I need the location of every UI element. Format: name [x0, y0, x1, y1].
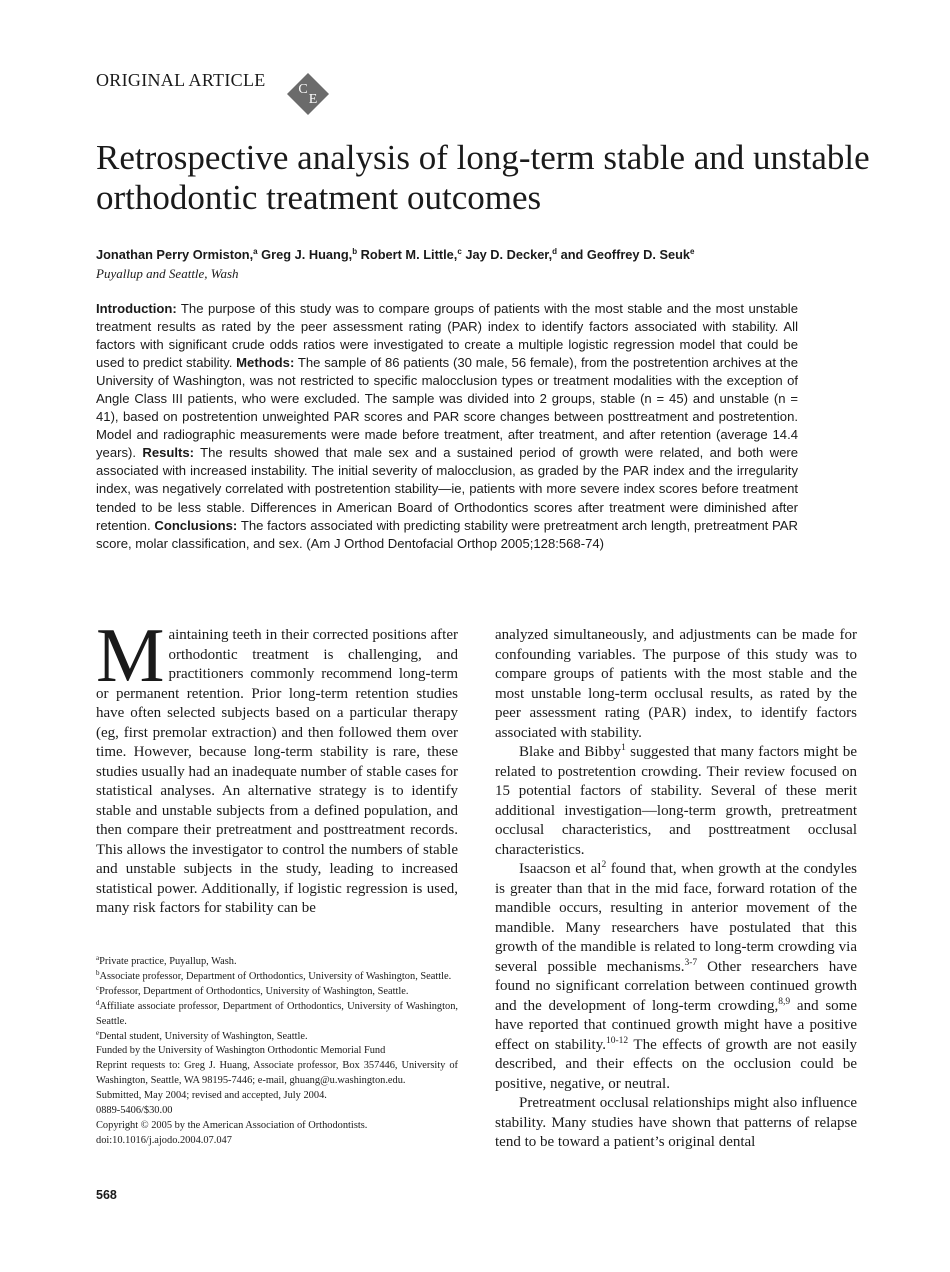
- author-name: and Geoffrey D. Seuk: [560, 247, 691, 262]
- body-paragraph: [495, 860, 857, 1094]
- author-name: Jonathan Perry Ormiston,: [96, 247, 254, 262]
- body-column-left: [96, 612, 458, 919]
- citation-ref[interactable]: 2: [601, 860, 607, 870]
- abstract-introduction-label: Introduction:: [96, 301, 177, 316]
- footnote-affiliation: [96, 1030, 458, 1045]
- abstract-conclusions-label: Conclusions:: [154, 517, 238, 533]
- author-name: Robert M. Little,: [360, 247, 458, 262]
- footnote-marker: c: [96, 983, 100, 992]
- body-paragraph: analyzed simultaneously, and adjustments can be made for confounding variables. The purpose of this study was to compare groups of patients with the most stable and the most unstable long-term occlusal results, as rated by the peer assessment rating (PAR) index, to identify factors associated with stability.: [495, 627, 857, 741]
- author-name: Greg J. Huang,: [261, 247, 353, 262]
- footnote-affiliation: [96, 1000, 458, 1030]
- body-text: and some have reported that continued growth might have a positive effect on stability.: [495, 997, 857, 1053]
- body-paragraph-text: aintaining teeth in their corrected positions after orthodontic treatment is challenging, and practitioners commonly recommend long-term or permanent retention. Prior long-term retention studies have often selected subjects based on a particular therapy (eg, first premolar extraction) and then followed them over time. However, because long-term stability is rare, these studies usually had an inadequate number of stable cases for statistical analyses. An alternative strategy is to identify stable and unstable subjects from a defined population, and then compare their pretreatment and posttreatment records. This allows the investigator to control the numbers of stable and unstable subjects in the study, leading to increased statistical power. Additionally, if logistic regression is used, many risk factors for stability can be: [96, 627, 458, 916]
- logo-letter-c: C: [298, 82, 308, 97]
- section-label: ORIGINAL ARTICLE: [96, 70, 266, 90]
- page-number: 568: [96, 1188, 117, 1202]
- author-affil-marker: d: [552, 247, 558, 256]
- author-affil-marker: b: [352, 247, 358, 256]
- footnote-marker: d: [96, 998, 100, 1007]
- author-affil-marker: c: [457, 247, 462, 256]
- author-location: Puyallup and Seattle, Wash: [96, 266, 239, 281]
- footnote-affiliation: [96, 970, 458, 985]
- drop-cap: M: [96, 612, 165, 698]
- footnote-marker: a: [96, 954, 100, 962]
- footnote-text: Affiliate associate professor, Department of Orthodontics, University of Washington, Seattle.: [96, 1000, 458, 1027]
- citation-ref[interactable]: 1: [621, 743, 626, 753]
- citation-ref[interactable]: 8,9: [778, 996, 791, 1007]
- body-text: Isaacson et al: [519, 861, 602, 877]
- abstract: [96, 300, 798, 553]
- footnotes: [96, 955, 458, 1149]
- abstract-introduction-text: The purpose of this study was to compare groups of patients with the most stable and the most unstable treatment results as rated by the peer assessment rating (PAR) index to identify factors associated with stability. All factors with significant crude odds ratios were investigated to create a multiple logistic regression model that could be used to predict stability.: [96, 301, 798, 371]
- footnote-text: Private practice, Puyallup, Wash.: [99, 956, 237, 967]
- footnote-text: Dental student, University of Washington, Seattle.: [99, 1030, 308, 1042]
- logo-letter-e: E: [308, 92, 318, 107]
- body-text: The effects of growth are not easily described, and their effects on the occlusion could be positive, negative, or neutral.: [495, 1036, 858, 1092]
- footnote-marker: e: [96, 1028, 100, 1037]
- footnote-doi: doi:10.1016/j.ajodo.2004.07.047: [96, 1134, 232, 1146]
- body-paragraph: [495, 743, 857, 860]
- footnote-text: Associate professor, Department of Orthodontics, University of Washington, Seattle.: [99, 970, 452, 982]
- author-list: [96, 246, 876, 263]
- author-name: Jay D. Decker,: [465, 247, 553, 262]
- footnote-reprint-requests: Reprint requests to: Greg J. Huang, Associate professor, Box 357446, University of Washington, Seattle, WA 98195-7446; e-mail, ghuang@u.washington.edu.: [96, 1060, 458, 1087]
- abstract-methods-text: The sample of 86 patients (30 male, 56 female), from the postretention archives at the University of Washington, was not restricted to specific malocclusion types or treatment modalities with the exception of Angle Class III patients, who were excluded. The sample was divided into 2 groups, stable (n = 45) and unstable (n = 41), based on postretention unweighted PAR scores and PAR score changes between posttreatment and postretention. Model and radiographic measurements were made before treatment, after treatment, and after retention (average 14.4 years).: [96, 355, 798, 461]
- body-paragraph: Pretreatment occlusal relationships might also influence stability. Many studies have shown that patterns of relapse tend to be toward a patient’s original dental: [495, 1095, 857, 1150]
- abstract-methods-label: Methods:: [236, 355, 295, 371]
- footnote-affiliation: [96, 985, 458, 1000]
- body-text: Blake and Bibby: [519, 744, 622, 760]
- footnote-text: Professor, Department of Orthodontics, University of Washington, Seattle.: [99, 985, 409, 997]
- article-title: Retrospective analysis of long-term stable and unstable orthodontic treatment outcomes: [96, 138, 870, 217]
- author-affil-marker: a: [253, 247, 258, 256]
- abstract-results-label: Results:: [142, 445, 195, 461]
- body-text: suggested that many factors might be related to postretention crowding. Their review focused on 15 potential factors of stability. Several of these merit additional investigation—long-term growth, pretreatment occlusal characteristics, and posttreatment occlusal characteristics.: [495, 744, 857, 858]
- abstract-conclusions-text: The factors associated with predicting stability were pretreatment arch length, pretreatment PAR score, molar classification, and sex. (Am J Orthod Dentofacial Orthop 2005;128:568-74): [96, 517, 798, 551]
- body-paragraph: [96, 612, 458, 919]
- author-affil-marker: e: [690, 247, 695, 256]
- citation-ref[interactable]: 10-12: [606, 1035, 629, 1046]
- footnote-affiliation: [96, 955, 458, 970]
- ce-diamond-logo-icon: [286, 72, 330, 116]
- footnote-issn: 0889-5406/$30.00: [96, 1105, 173, 1117]
- footnote-copyright: Copyright © 2005 by the American Association of Orthodontists.: [96, 1119, 368, 1131]
- body-text: found that, when growth at the condyles is greater than that in the mid face, forward rotation of the mandible occurs, resulting in anterior movement of the mandible. Many researchers have postulated that this growth of the mandible is related to long-term crowding via several possible mechanisms.: [495, 861, 857, 975]
- footnote-marker: b: [96, 968, 100, 977]
- citation-ref[interactable]: 3-7: [684, 957, 698, 968]
- footnote-funding: Funded by the University of Washington Orthodontic Memorial Fund: [96, 1045, 386, 1057]
- body-text: Other researchers have found no significant correlation between continued growth and the development of long-term crowding,: [495, 958, 858, 1014]
- body-column-right: [495, 626, 857, 1153]
- footnote-submission-dates: Submitted, May 2004; revised and accepted, July 2004.: [96, 1090, 327, 1102]
- abstract-results-text: The results showed that male sex and a sustained period of growth were related, and both were associated with increased instability. The initial severity of malocclusion, as graded by the PAR index and the irregularity index, was negatively correlated with postretention stability—ie, patients with more severe index scores before treatment tended to be less stable. Differences in American Board of Orthodontics scores after treatment were diminished after retention.: [96, 445, 798, 533]
